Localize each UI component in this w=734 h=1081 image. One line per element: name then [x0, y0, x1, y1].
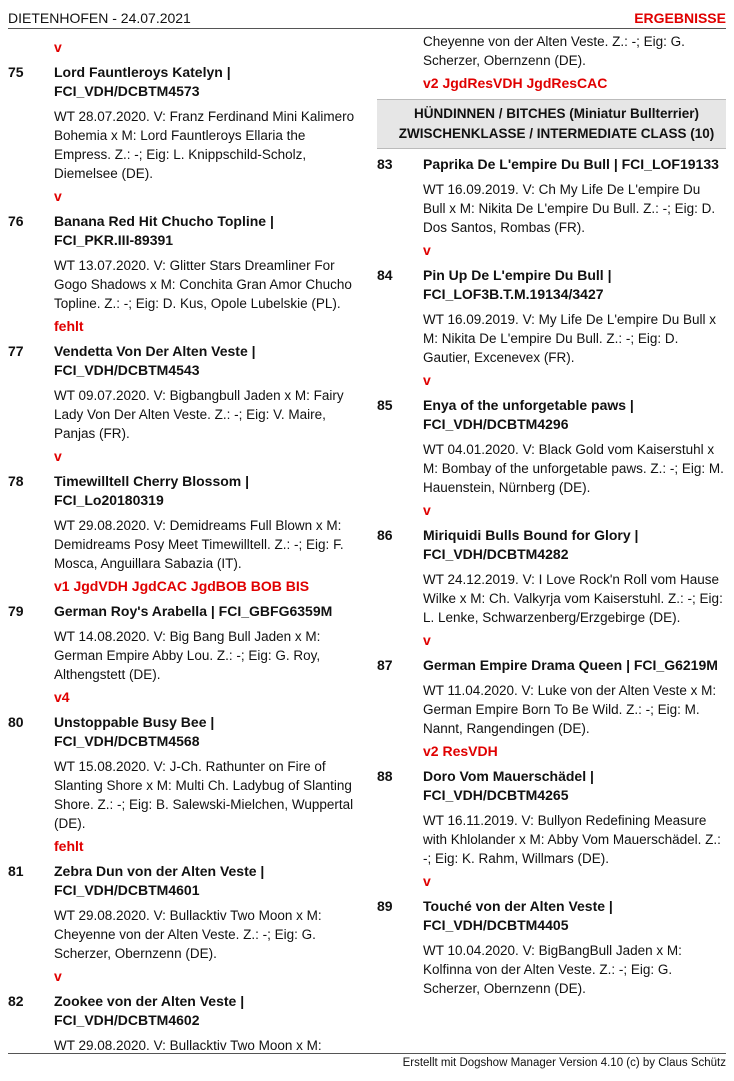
- dog-details: WT 10.04.2020. V: BigBangBull Jaden x M: Kolfinna von der Alten Veste. Z.: -; Eig: G. Scherzer, Obernzenn (DE).: [423, 943, 682, 996]
- dog-details: WT 15.08.2020. V: J-Ch. Rathunter on Fire of Slanting Shore x M: Multi Ch. Ladybug of Slanting Shore. Z.: -; Eig: B. Salewski-Mielchen, Wuppertal (DE).: [54, 759, 354, 831]
- two-column-layout: [8, 32, 726, 1051]
- dog-name: German Empire Drama Queen | FCI_G6219M: [423, 657, 718, 673]
- page-header: [8, 4, 726, 29]
- dog-name: Vendetta Von Der Alten Veste | FCI_VDH/DCBTM4543: [54, 343, 256, 378]
- dog-entry: [377, 656, 726, 761]
- entry-row: [377, 656, 726, 738]
- entry-body: [54, 992, 357, 1051]
- catalog-number: 79: [8, 603, 24, 619]
- entry-row: [8, 63, 357, 183]
- dog-details: WT 29.08.2020. V: Bullacktiv Two Moon x M:: [54, 1038, 322, 1051]
- entry-body: [54, 212, 357, 313]
- entry-continuation: Cheyenne von der Alten Veste. Z.: -; Eig: G. Scherzer, Obernzenn (DE).: [423, 34, 685, 68]
- dog-name: Doro Vom Mauerschädel | FCI_VDH/DCBTM4265: [423, 768, 594, 803]
- catalog-number: 76: [8, 213, 24, 229]
- dog-entry: [377, 155, 726, 260]
- dog-entry: [377, 897, 726, 1006]
- entry-body: [423, 897, 726, 998]
- entry-body: [54, 472, 357, 573]
- entry-row: [377, 396, 726, 497]
- entry-result: v: [54, 968, 62, 984]
- entry-row: [8, 992, 357, 1051]
- section-heading-line: HÜNDINNEN / BITCHES (Miniatur Bullterrier): [413, 106, 700, 121]
- page-footer: [8, 1053, 726, 1075]
- entry-body: [54, 713, 357, 833]
- dog-details: WT 04.01.2020. V: Black Gold vom Kaiserstuhl x M: Bombay of the unforgetable paws. Z.: -; Eig: M. Hauenstein, Nürnberg (DE).: [423, 442, 724, 495]
- dog-entry: [8, 602, 357, 707]
- catalog-number: 85: [377, 397, 393, 413]
- entry-result: v2 JgdResVDH JgdResCAC: [423, 75, 608, 91]
- dog-details: WT 29.08.2020. V: Demidreams Full Blown x M: Demidreams Posy Meet Timewilltell. Z.: -; Eig: F. Mosca, Anguillara Sabazia (IT).: [54, 518, 344, 571]
- dog-name: Lord Fauntleroys Katelyn | FCI_VDH/DCBTM4573: [54, 64, 231, 99]
- entry-result: v: [54, 39, 62, 55]
- dog-details: WT 14.08.2020. V: Big Bang Bull Jaden x M: German Empire Abby Lou. Z.: -; Eig: G. Roy, Althengstett (DE).: [54, 629, 321, 682]
- entry-result: v: [54, 448, 62, 464]
- dog-details: WT 24.12.2019. V: I Love Rock'n Roll vom Hause Wilke x M: Ch. Valkyrja vom Kaiserstuhl. Z.: -; Eig: L. Lenke, Schwarzenberg/Erzgebirge (DE).: [423, 572, 723, 625]
- entry-body: [54, 602, 357, 684]
- dog-entry: [8, 63, 357, 206]
- catalog-number: 78: [8, 473, 24, 489]
- entry-result: v2 ResVDH: [423, 743, 498, 759]
- dog-details: WT 16.11.2019. V: Bullyon Redefining Measure with Khlolander x M: Abby Vom Mauerschädel. Z.: -; Eig: K. Rahm, Willmars (DE).: [423, 813, 721, 866]
- dog-details: WT 13.07.2020. V: Glitter Stars Dreamliner For Gogo Shadows x M: Conchita Gran Amor Chucho Topline. Z.: -; Eig: D. Kus, Opole Lubelskie (PL).: [54, 258, 352, 311]
- catalog-number: 77: [8, 343, 24, 359]
- catalog-number: 86: [377, 527, 393, 543]
- entry-spacer: [377, 998, 726, 1006]
- dog-entry: [8, 212, 357, 336]
- entry-row: [377, 767, 726, 868]
- dog-name: Zebra Dun von der Alten Veste | FCI_VDH/DCBTM4601: [54, 863, 265, 898]
- header-location-date: DIETENHOFEN - 24.07.2021: [8, 10, 191, 26]
- catalog-number: 82: [8, 993, 24, 1009]
- left-column: [8, 32, 367, 1051]
- entry-body: [423, 266, 726, 367]
- dog-name: Banana Red Hit Chucho Topline | FCI_PKR.III-89391: [54, 213, 274, 248]
- entry-body: [423, 526, 726, 627]
- dog-entry: [377, 396, 726, 520]
- entry-body: [423, 767, 726, 868]
- dog-details: WT 28.07.2020. V: Franz Ferdinand Mini Kalimero Bohemia x M: Lord Fauntleroys Ellaria the Empress. Z.: -; Eig: L. Knippschild-Scholz, Diemelsee (DE).: [54, 109, 355, 181]
- entry-result: v: [423, 632, 431, 648]
- footer-credit: Erstellt mit Dogshow Manager Version 4.10 (c) by Claus Schütz: [402, 1057, 726, 1069]
- entry-result: v: [54, 188, 62, 204]
- dog-entry: [377, 266, 726, 390]
- dog-name: Touché von der Alten Veste | FCI_VDH/DCBTM4405: [423, 898, 613, 933]
- catalog-number: 81: [8, 863, 24, 879]
- catalog-number: 89: [377, 898, 393, 914]
- entry-body: [423, 396, 726, 497]
- dog-name: Pin Up De L'empire Du Bull | FCI_LOF3B.T.M.19134/3427: [423, 267, 612, 302]
- right-column: [367, 32, 726, 1051]
- entry-row: [8, 472, 357, 573]
- entry-body: [54, 862, 357, 963]
- entry-row: [377, 266, 726, 367]
- dog-name: Timewilltell Cherry Blossom | FCI_Lo20180319: [54, 473, 250, 508]
- dog-details: WT 16.09.2019. V: Ch My Life De L'empire Du Bull x M: Nikita De L'empire Du Bull. Z.: -; Eig: D. Dos Santos, Rombas (FR).: [423, 182, 716, 235]
- entry-row: [8, 602, 357, 684]
- dog-name: German Roy's Arabella | FCI_GBFG6359M: [54, 603, 333, 619]
- catalog-number: 87: [377, 657, 393, 673]
- dog-entry: [8, 472, 357, 596]
- class-section-heading: [377, 99, 726, 149]
- entry-result: v: [423, 873, 431, 889]
- dog-entry: [8, 862, 357, 986]
- catalog-number: 75: [8, 64, 24, 80]
- dog-entry: [377, 526, 726, 650]
- dog-entry: [8, 713, 357, 856]
- dog-details: WT 29.08.2020. V: Bullacktiv Two Moon x M: Cheyenne von der Alten Veste. Z.: -; Eig: G. Scherzer, Obernzenn (DE).: [54, 908, 322, 961]
- dog-name: Unstoppable Busy Bee | FCI_VDH/DCBTM4568: [54, 714, 215, 749]
- entry-body: [54, 342, 357, 443]
- dog-entry: [8, 342, 357, 466]
- dog-entry: [8, 992, 357, 1051]
- catalog-number: 80: [8, 714, 24, 730]
- entry-body: [423, 656, 726, 738]
- catalog-number: 84: [377, 267, 393, 283]
- dog-details: WT 09.07.2020. V: Bigbangbull Jaden x M: Fairy Lady Von Der Alten Veste. Z.: -; Eig: V. Maire, Panjas (FR).: [54, 388, 344, 441]
- dog-name: Miriquidi Bulls Bound for Glory | FCI_VDH/DCBTM4282: [423, 527, 639, 562]
- entry-body: [423, 155, 726, 237]
- entry-result: v: [423, 502, 431, 518]
- dog-entry: [377, 767, 726, 891]
- entry-row: [377, 155, 726, 237]
- entry-row: [8, 342, 357, 443]
- entry-result: v: [423, 372, 431, 388]
- dog-name: Enya of the unforgetable paws | FCI_VDH/DCBTM4296: [423, 397, 634, 432]
- dog-details: WT 16.09.2019. V: My Life De L'empire Du Bull x M: Nikita De L'empire Du Bull. Z.: -; Eig: D. Gautier, Excenevex (FR).: [423, 312, 716, 365]
- catalog-number: 88: [377, 768, 393, 784]
- entry-body: [54, 63, 357, 183]
- entry-result: fehlt: [54, 838, 84, 854]
- entry-row: [8, 713, 357, 833]
- header-results-label: ERGEBNISSE: [634, 10, 726, 26]
- entry-row: [377, 526, 726, 627]
- dog-name: Zookee von der Alten Veste | FCI_VDH/DCBTM4602: [54, 993, 245, 1028]
- catalog-number: 83: [377, 156, 393, 172]
- section-heading-line: ZWISCHENKLASSE / INTERMEDIATE CLASS (10): [398, 126, 715, 141]
- dog-details: WT 11.04.2020. V: Luke von der Alten Veste x M: German Empire Born To Be Wild. Z.: -; Eig: M. Nannt, Rangendingen (DE).: [423, 683, 717, 736]
- dog-name: Paprika De L'empire Du Bull | FCI_LOF19133: [423, 156, 719, 172]
- entry-row: [8, 212, 357, 313]
- entry-row: [8, 862, 357, 963]
- entry-result: fehlt: [54, 318, 84, 334]
- entry-result: v4: [54, 689, 70, 705]
- entry-result: v: [423, 242, 431, 258]
- entry-result: v1 JgdVDH JgdCAC JgdBOB BOB BIS: [54, 578, 310, 594]
- entry-row: [377, 897, 726, 998]
